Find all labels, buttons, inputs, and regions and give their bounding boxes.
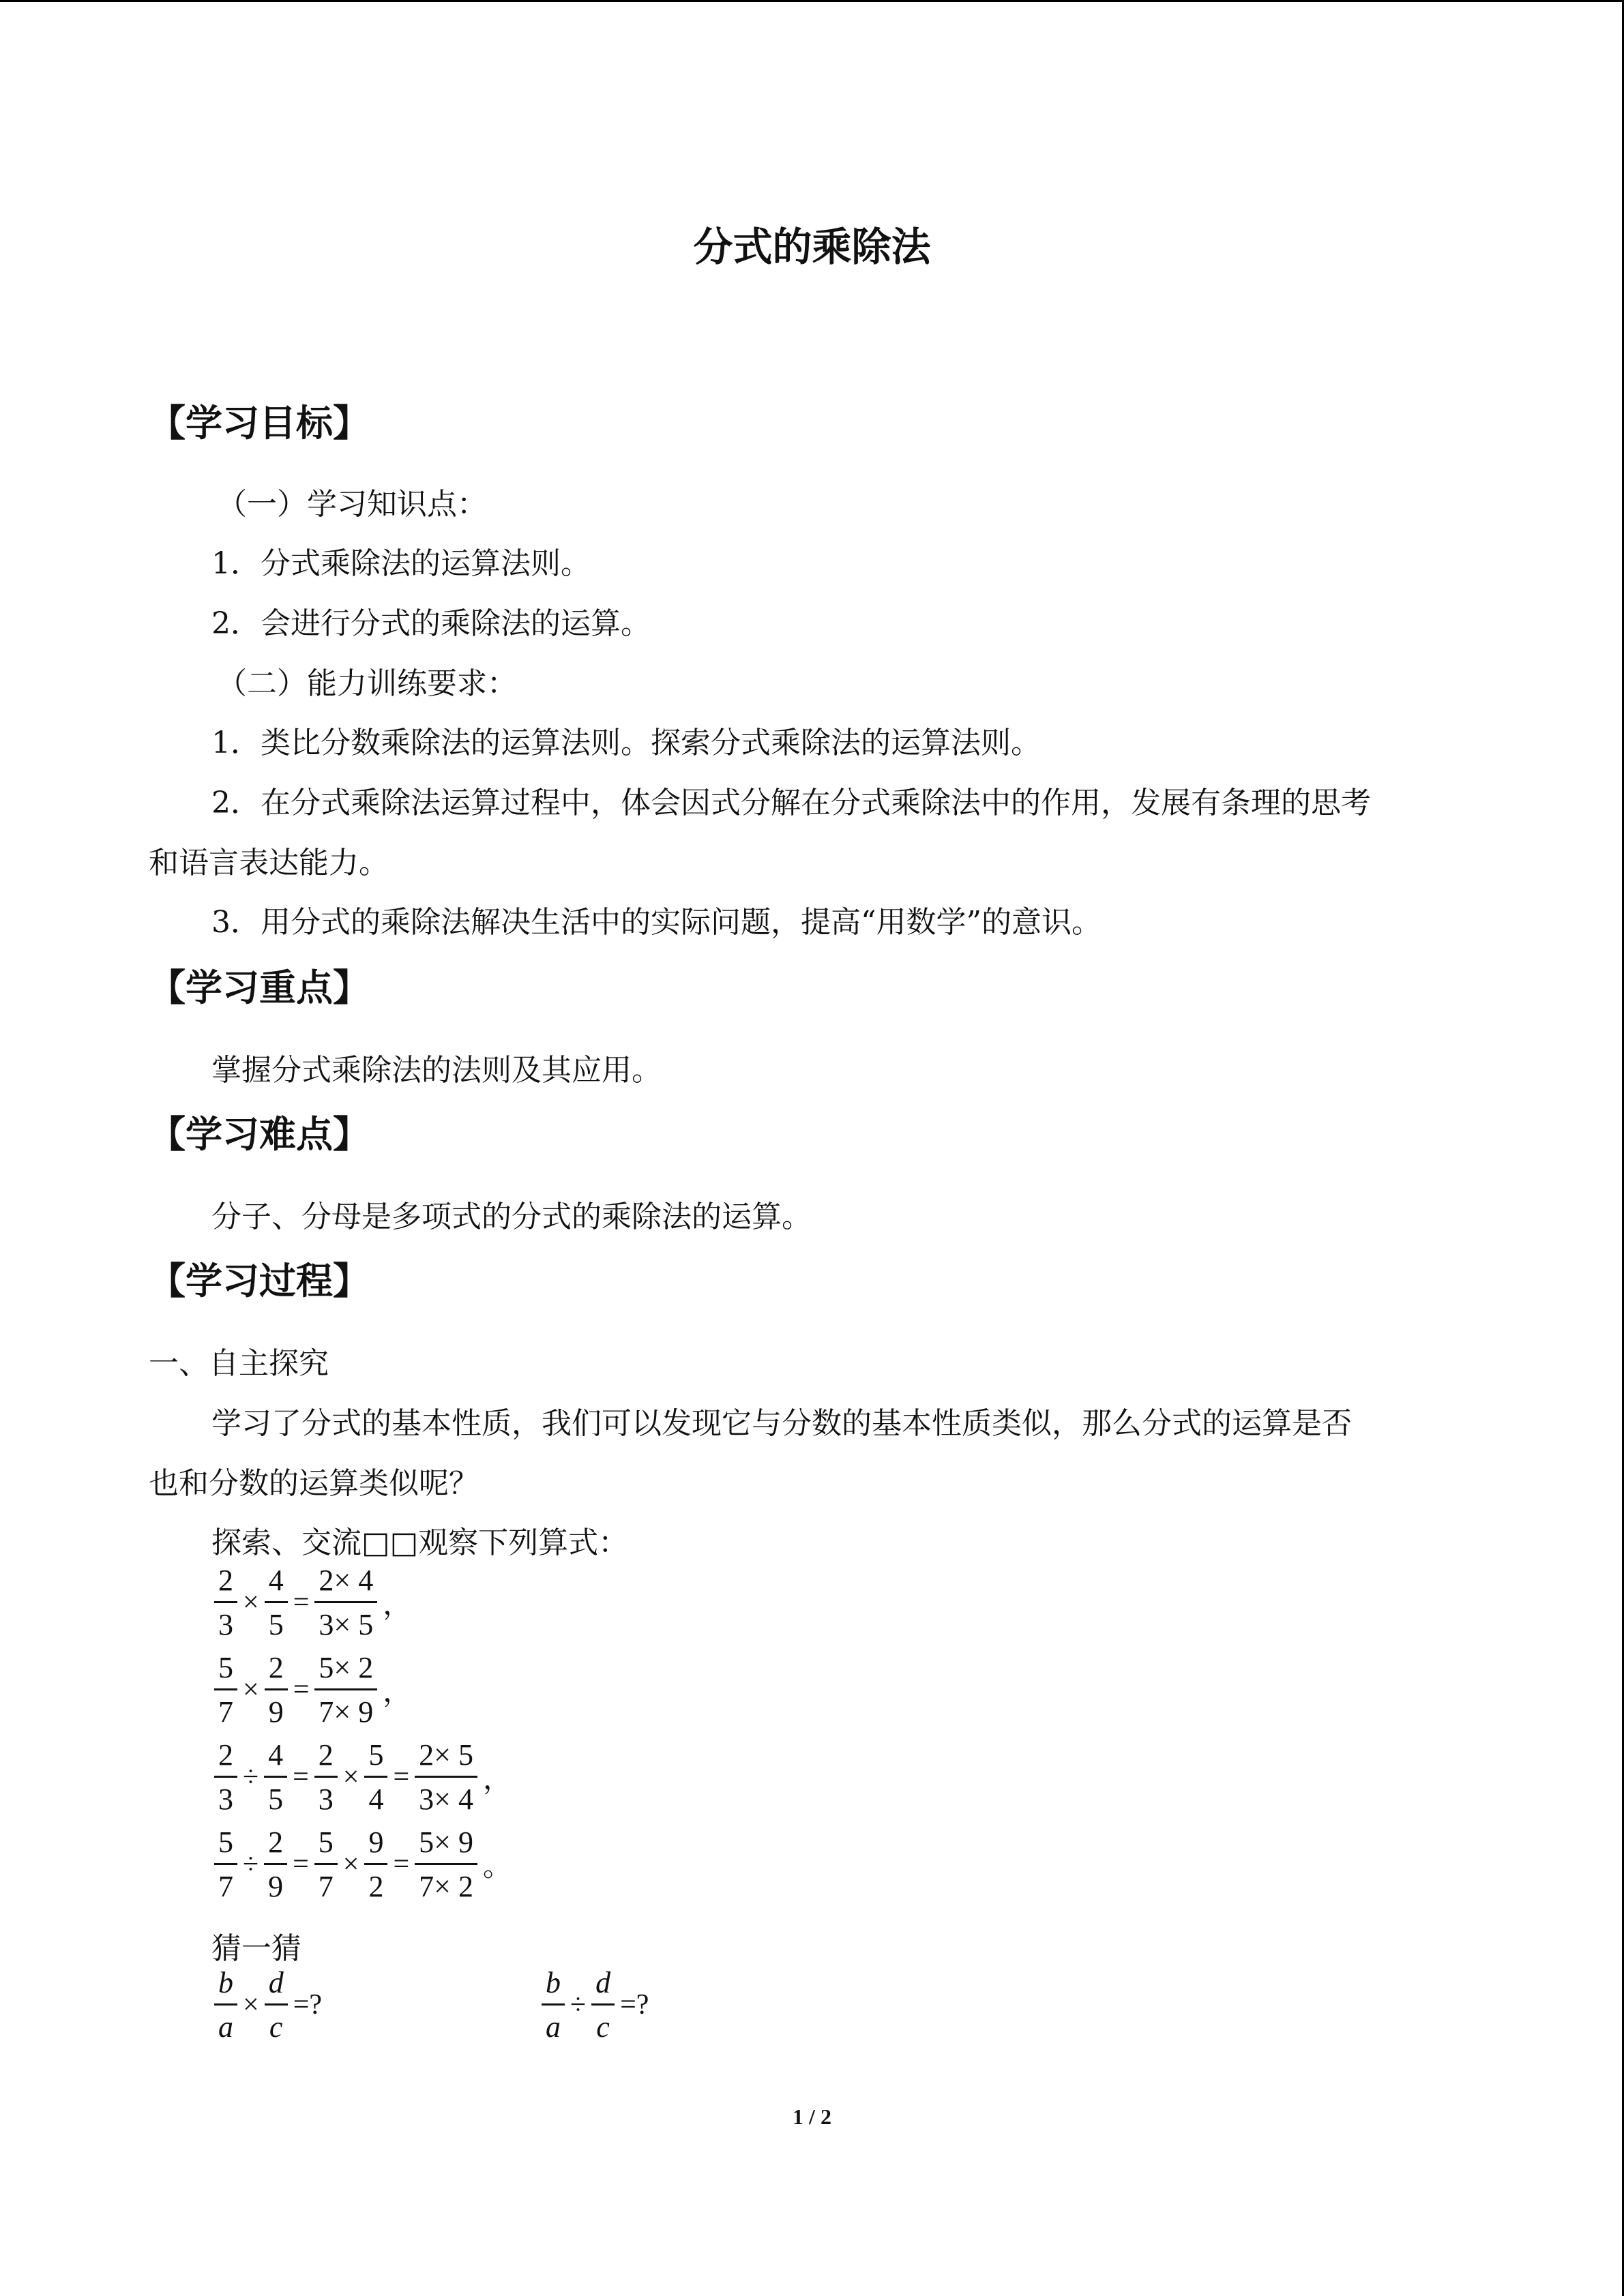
- fraction: $\frac{5}{7}$: [214, 1653, 237, 1727]
- objective-item: 2．会进行分式的乘除法的运算。: [211, 606, 651, 641]
- fraction: $\frac{5}{7}$: [214, 1828, 237, 1902]
- section-heading-objectives: 【学习目标】: [149, 402, 370, 445]
- fraction: $\frac{9}{2}$: [364, 1828, 387, 1902]
- fraction: $\frac{5}{7}$: [314, 1828, 338, 1902]
- ability-item-continued: 和语言表达能力。: [149, 846, 389, 880]
- ability-item: 3．用分式的乘除法解决生活中的实际问题，提高“用数学”的意识。: [211, 905, 1102, 940]
- fraction: $\frac{d}{c}$: [591, 1968, 615, 2042]
- explore-prompt: 探索、交流□□观察下列算式：: [211, 1525, 629, 1560]
- fraction: $\frac{d}{c}$: [265, 1968, 288, 2042]
- fraction: $\frac{5\times 2}{7\times 9}$: [314, 1653, 377, 1727]
- fraction: $\frac{b}{a}$: [214, 1968, 237, 2042]
- fraction: $\frac{b}{a}$: [542, 1968, 565, 2042]
- fraction: $\frac{2}{3}$: [214, 1740, 237, 1815]
- fraction: $\frac{2\times 5}{3\times 4}$: [415, 1740, 477, 1815]
- fraction: $\frac{5\times 9}{7\times 2}$: [415, 1828, 477, 1902]
- fraction: $\frac{4}{5}$: [264, 1740, 287, 1815]
- difficulties-text: 分子、分母是多项式的分式的乘除法的运算。: [211, 1199, 812, 1234]
- knowledge-header: （一）学习知识点：: [217, 487, 487, 522]
- guess-equation-divide: $\frac{b}{a}$ ÷ $\frac{d}{c}$ =?: [539, 1960, 651, 2049]
- equation: $\frac{2}{3}$ ÷ $\frac{4}{5}$ = $\frac{2}{3}$ × $\frac{5}{4}$ = $\frac{2\times 5}{3\times 4}$ ，: [211, 1733, 514, 1821]
- page-number: 1 / 2: [793, 2104, 831, 2129]
- key-points-text: 掌握分式乘除法的法则及其应用。: [211, 1053, 662, 1088]
- intro-paragraph: 学习了分式的基本性质，我们可以发现它与分数的基本性质类似，那么分式的运算是否: [211, 1406, 1352, 1441]
- page-title: 分式的乘除法: [693, 224, 931, 270]
- ability-item: 1．类比分数乘除法的运算法则。探索分式乘除法的运算法则。: [211, 726, 1041, 760]
- fraction: $\frac{2}{3}$: [214, 1566, 237, 1640]
- objective-item: 1．分式乘除法的运算法则。: [211, 546, 591, 581]
- guess-equation-multiply: $\frac{b}{a}$ × $\frac{d}{c}$ =?: [211, 1960, 325, 2049]
- guess-prompt: 猜一猜: [211, 1931, 301, 1966]
- ability-header: （二）能力训练要求：: [217, 666, 517, 701]
- fraction: $\frac{2}{9}$: [265, 1653, 288, 1727]
- fraction: $\frac{2}{3}$: [314, 1740, 338, 1815]
- intro-paragraph-continued: 也和分数的运算类似呢？: [149, 1466, 479, 1501]
- ability-item: 2．在分式乘除法运算过程中，体会因式分解在分式乘除法中的作用，发展有条理的思考: [211, 786, 1371, 820]
- fraction: $\frac{4}{5}$: [265, 1566, 288, 1640]
- equation: $\frac{5}{7}$ × $\frac{2}{9}$ = $\frac{5\times 2}{7\times 9}$ ，: [211, 1645, 414, 1734]
- fraction: $\frac{2\times 4}{3\times 5}$: [314, 1566, 377, 1640]
- section-heading-process: 【学习过程】: [149, 1259, 370, 1302]
- section-heading-difficulties: 【学习难点】: [149, 1113, 370, 1156]
- part-title: 一、自主探究: [149, 1346, 329, 1381]
- fraction: $\frac{5}{4}$: [364, 1740, 387, 1815]
- fraction: $\frac{2}{9}$: [264, 1828, 287, 1902]
- equation: $\frac{5}{7}$ ÷ $\frac{2}{9}$ = $\frac{5}{7}$ × $\frac{9}{2}$ = $\frac{5\times 9}{7\times 2}$ 。: [211, 1820, 514, 1909]
- equation: $\frac{2}{3}$ × $\frac{4}{5}$ = $\frac{2\times 4}{3\times 5}$ ，: [211, 1558, 414, 1647]
- section-heading-key-points: 【学习重点】: [149, 966, 370, 1009]
